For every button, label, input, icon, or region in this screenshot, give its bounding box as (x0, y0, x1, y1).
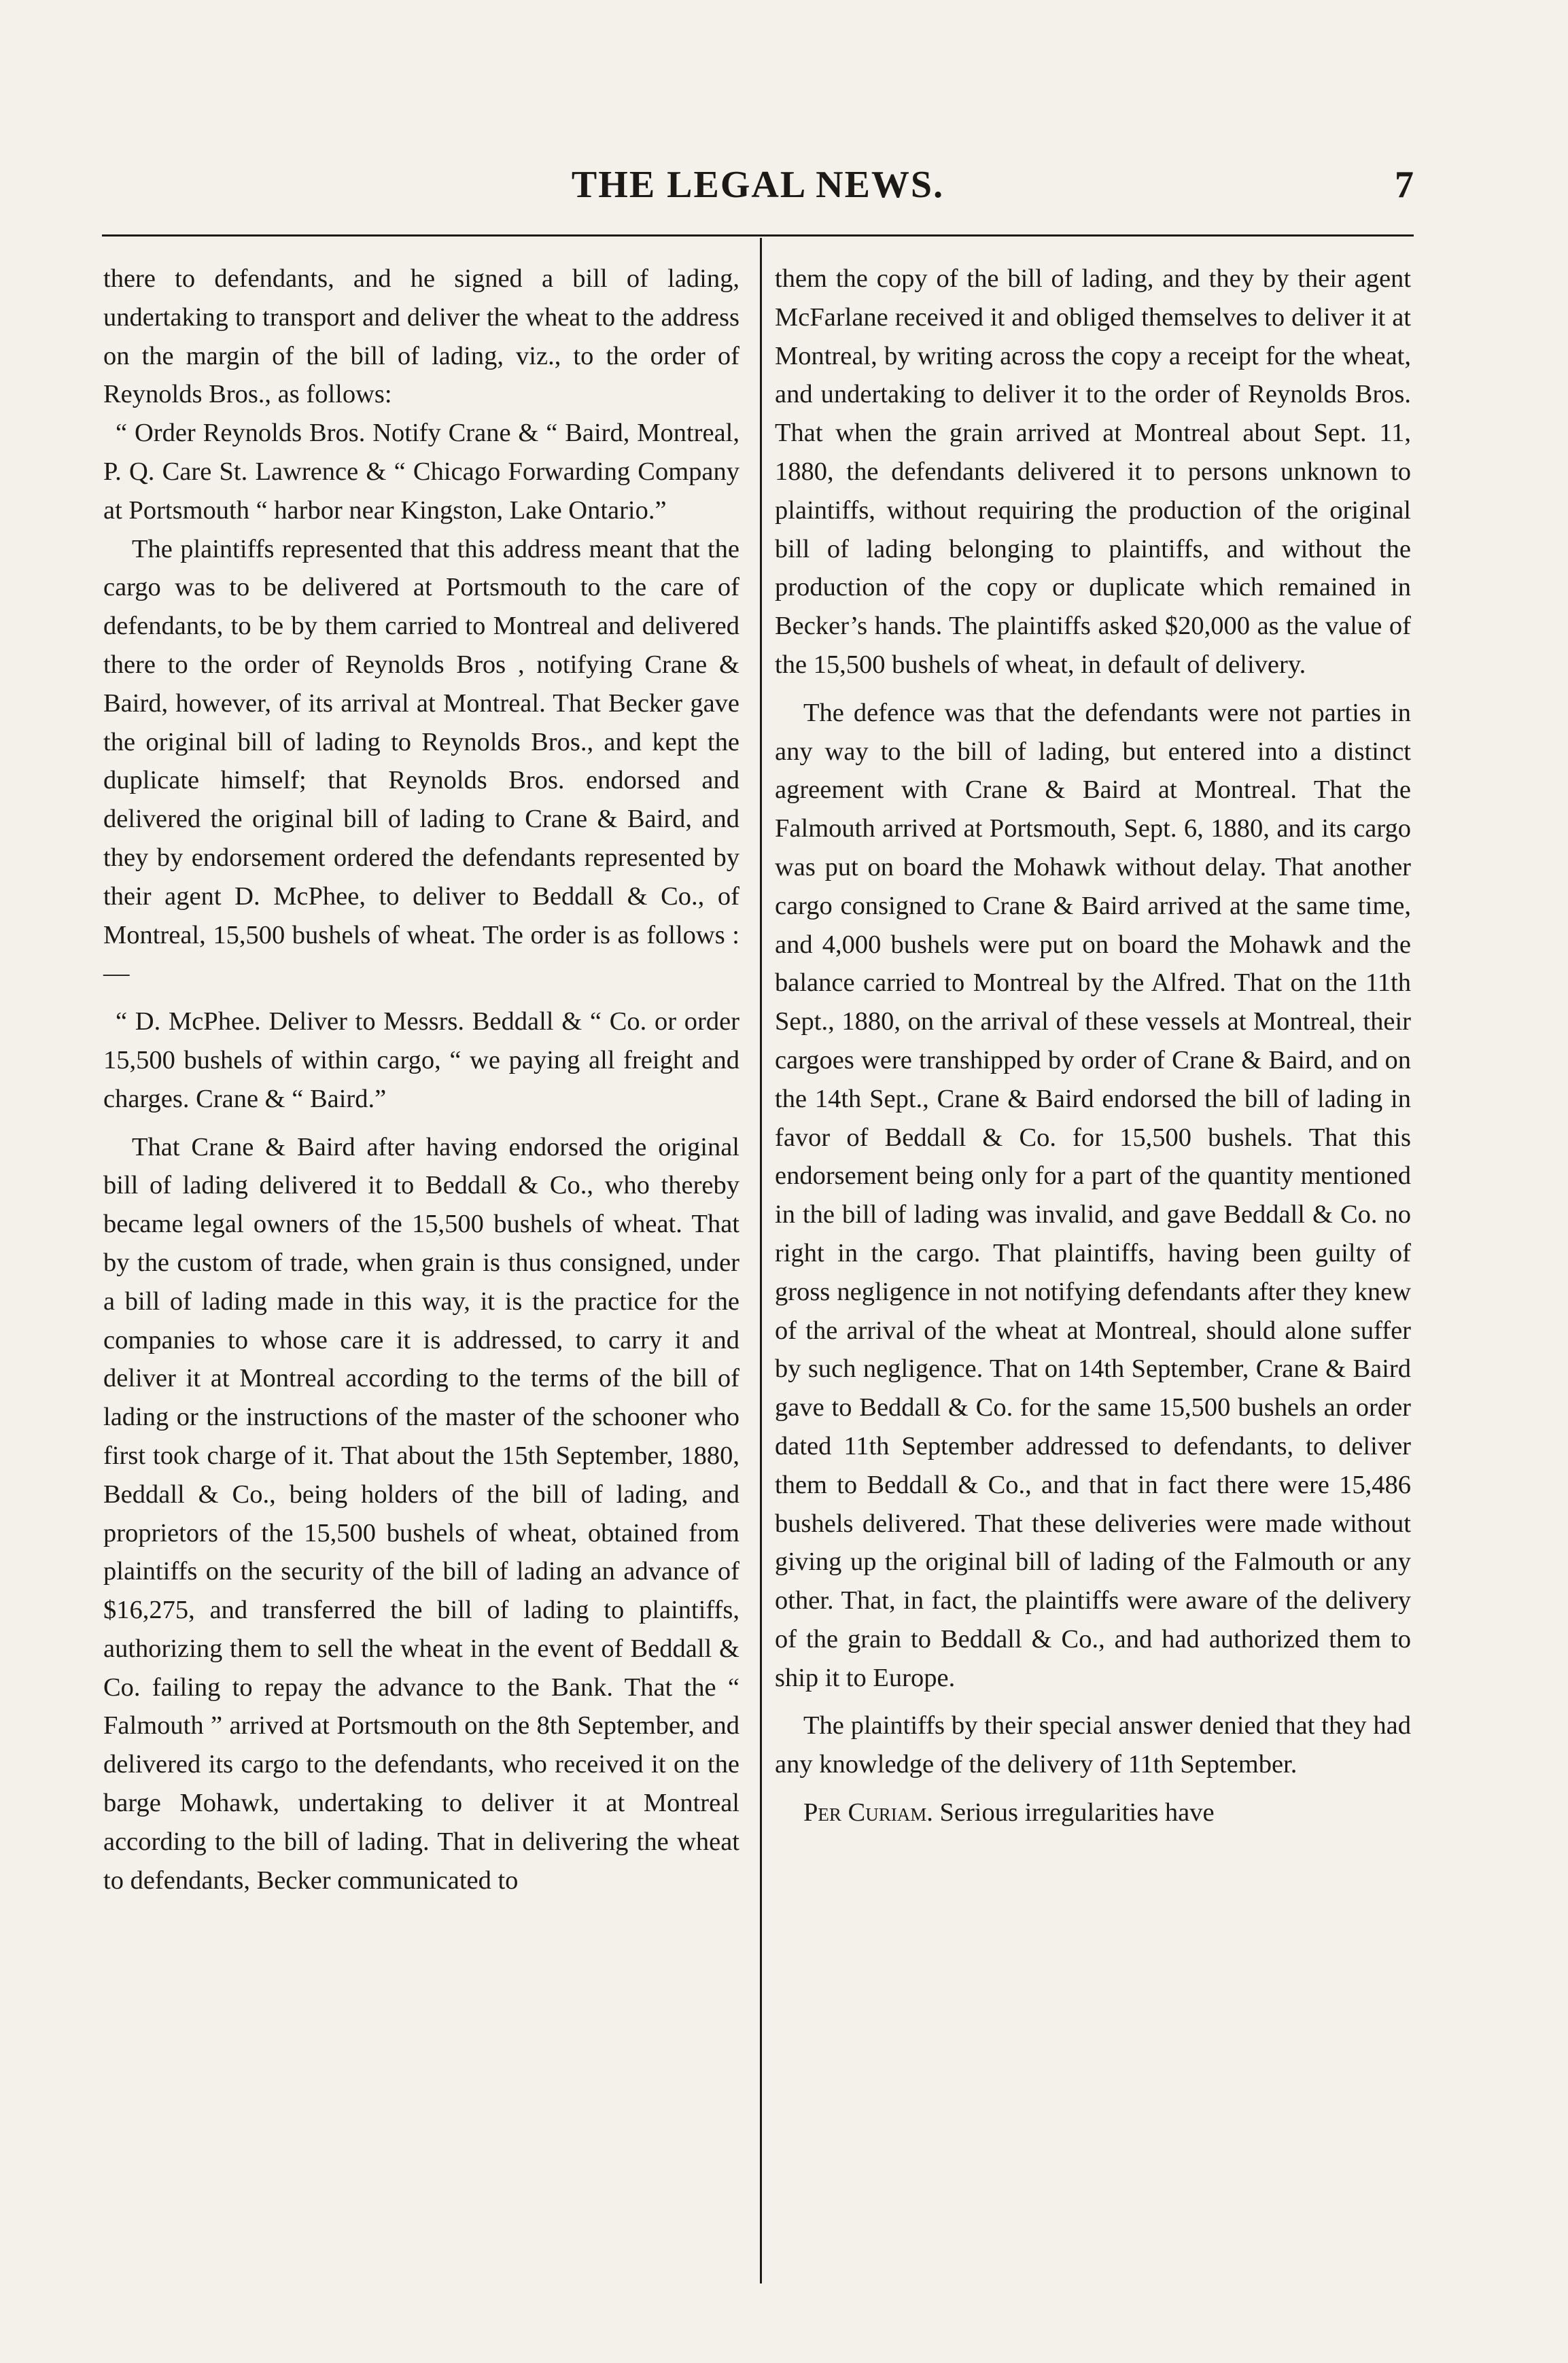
paragraph: there to defendants, and he signed a bill of lading, undertaking to transport and deliver the wheat to the address on the margin of the bill of lading, viz., to the order of Reynolds Bros., as follows: (103, 264, 739, 409)
header-rule (102, 234, 1414, 237)
paragraph: The plaintiffs represented that this address meant that the cargo was to be delivered at Portsmouth to the care of defendants, to be by them carried to Montreal and delivered there to the order of Reynolds Bros , notifying Crane & Baird, however, of its arrival at Montreal. That Becker gave the original bill of lading to Reynolds Bros., and kept the duplicate himself; that Reynolds Bros. endorsed and delivered the original bill of lading to Crane & Baird, and they by endorsement ordered the defendants represented by their agent D. McPhee, to deliver to Beddall & Co., of Montreal, 15,500 bushels of wheat. The order is as follows :— (103, 534, 739, 988)
page-title: THE LEGAL NEWS. (571, 164, 945, 206)
paragraph (775, 1793, 1411, 1832)
per-curiam-label: Per Curiam. (803, 1798, 933, 1827)
right-column (775, 260, 1411, 1832)
column-divider (760, 238, 762, 2283)
quoted-address: “ Order Reynolds Bros. Notify Crane & “ Baird, Montreal, P. Q. Care St. Lawrence & “ Chicago Forwarding Company at Portsmouth “ harbor near Kingston, Lake Ontario.” (103, 419, 739, 525)
quoted-order: “ D. McPhee. Deliver to Messrs. Beddall & “ Co. or order 15,500 bushels of within cargo, “ we paying all freight and charges. Crane & “ Baird.” (103, 1007, 739, 1113)
paragraph: The defence was that the defendants were not parties in any way to the bill of lading, but entered into a distinct agreement with Crane & Baird at Montreal. That the Falmouth arrived at Portsmouth, Sept. 6, 1880, and its cargo was put on board the Mohawk without delay. That another cargo consigned to Crane & Baird arrived at the same time, and 4,000 bushels were put on board the Mohawk and the balance carried to Montreal by the Alfred. That on the 11th Sept., 1880, on the arrival of these vessels at Montreal, their cargoes were transhipped by order of Crane & Baird, and on the 14th Sept., Crane & Baird endorsed the bill of lading in favor of Beddall & Co. for 15,500 bushels. That this endorsement being only for a part of the quantity mentioned in the bill of lading was invalid, and gave Beddall & Co. no right in the cargo. That plaintiffs, having been guilty of gross negligence in not notifying defendants after they knew of the arrival of the wheat at Montreal, should alone suffer by such negligence. That on 14th September, Crane & Baird gave to Beddall & Co. for the same 15,500 bushels an order dated 11th September addressed to defendants, to deliver them to Beddall & Co., and that in fact there were 15,486 bushels delivered. That these deliveries were made without giving up the original bill of lading of the Falmouth or any other. That, in fact, the plaintiffs were aware of the delivery of the grain to Beddall & Co., and had authorized them to ship it to Europe. (775, 698, 1411, 1692)
page-header (102, 163, 1414, 217)
paragraph: That Crane & Baird after having endorsed the original bill of lading delivered it to Beddall & Co., who thereby became legal owners of the 15,500 bushels of wheat. That by the custom of trade, when grain is thus consigned, under a bill of lading made in this way, it is the practice for the companies to whose care it is addressed, to carry it and deliver it at Montreal according to the terms of the bill of lading or the instructions of the master of the schooner who first took charge of it. That about the 15th September, 1880, Beddall & Co., being holders of the bill of lading, and proprietors of the 15,500 bushels of wheat, obtained from plaintiffs on the security of the bill of lading an advance of $16,275, and transferred the bill of lading to plaintiffs, authorizing them to sell the wheat in the event of Beddall & Co. failing to repay the advance to the Bank. That the “ Falmouth ” arrived at Portsmouth on the 8th September, and delivered its cargo to the defendants, who received it on the barge Mohawk, undertaking to deliver it at Montreal according to the bill of lading. That in delivering the wheat to defendants, Becker communicated to (103, 1132, 739, 1895)
paragraph-text: Serious irregularities have (933, 1798, 1215, 1827)
paragraph: The plaintiffs by their special answer denied that they had any knowledge of the delivery of 11th September. (775, 1711, 1411, 1779)
page-number: 7 (1395, 164, 1414, 206)
left-column (103, 260, 739, 1900)
paragraph: them the copy of the bill of lading, and they by their agent McFarlane received it and obliged themselves to deliver it at Montreal, by writing across the copy a receipt for the wheat, and undertaking to deliver it to the order of Reynolds Bros. That when the grain arrived at Montreal about Sept. 11, 1880, the defendants delivered it to persons unknown to plaintiffs, without requiring the production of the original bill of lading belonging to plaintiffs, and without the production of the copy or duplicate which remained in Becker’s hands. The plaintiffs asked $20,000 as the value of the 15,500 bushels of wheat, in default of delivery. (775, 264, 1411, 679)
